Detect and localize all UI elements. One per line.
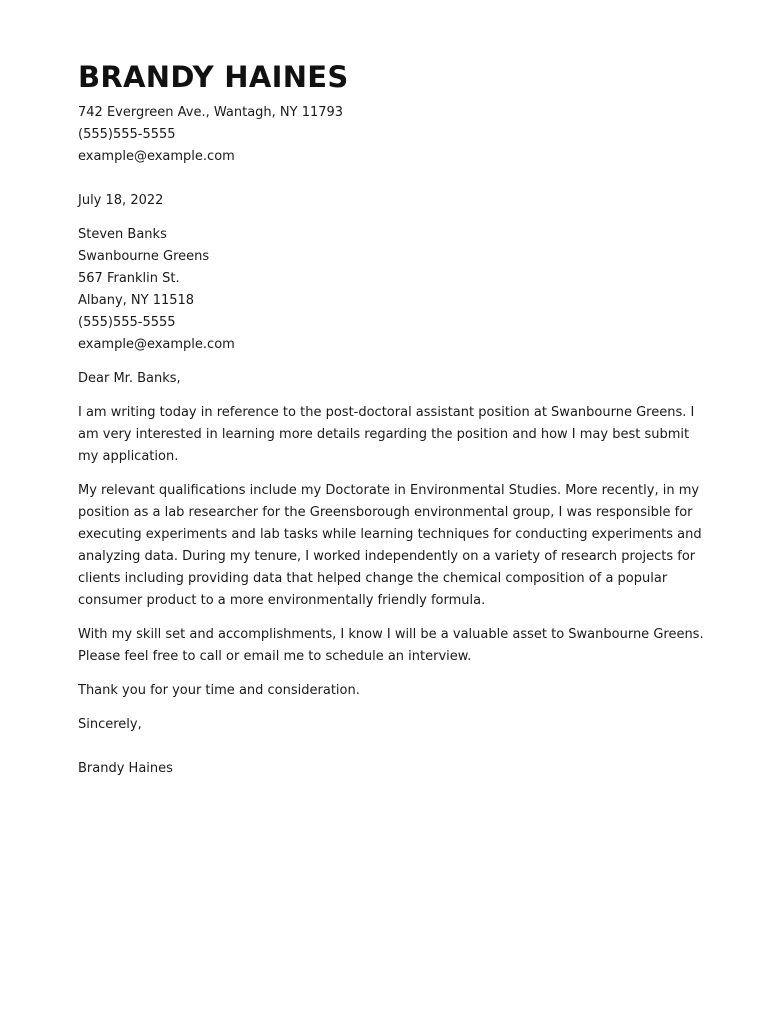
recipient-block xyxy=(78,224,708,356)
sender-address: 742 Evergreen Ave., Wantagh, NY 11793 xyxy=(78,105,344,120)
cover-letter xyxy=(78,58,708,780)
sender-email: example@example.com xyxy=(78,149,235,164)
recipient-email: example@example.com xyxy=(78,337,235,352)
closing-block xyxy=(78,714,708,736)
recipient-phone: (555)555-5555 xyxy=(78,315,176,330)
letter-date: July 18, 2022 xyxy=(78,193,164,208)
body-paragraph: My relevant qualifications include my Doctorate in Environmental Studies. More recently, in my position as a lab researcher for the Greensborough environmental group, I was responsible for executing experiments and lab tasks while learning techniques for conducting experiments and analyzing data. During my tenure, I worked independently on a variety of research projects for clients including providing data that helped change the chemical composition of a popular consumer product to a more environmentally friendly formula. xyxy=(78,483,702,608)
signature-name: Brandy Haines xyxy=(78,761,173,776)
closing: Sincerely, xyxy=(78,717,142,732)
letter-date-block xyxy=(78,190,708,212)
recipient-city: Albany, NY 11518 xyxy=(78,293,195,308)
salutation-block xyxy=(78,368,708,390)
sender-phone: (555)555-5555 xyxy=(78,127,176,142)
body-paragraph: With my skill set and accomplishments, I know I will be a valuable asset to Swanbourne Greens. Please feel free to call or email me to schedule an interview. xyxy=(78,627,704,664)
sender-name: BRANDY HAINES xyxy=(78,60,349,94)
signature-block xyxy=(78,758,708,780)
salutation: Dear Mr. Banks, xyxy=(78,371,181,386)
recipient-name: Steven Banks xyxy=(78,227,167,242)
body-paragraph: I am writing today in reference to the post-doctoral assistant position at Swanbourne Greens. I am very interested in learning more details regarding the position and how I may best submit my application. xyxy=(78,405,695,464)
letter-body xyxy=(78,402,708,702)
recipient-street: 567 Franklin St. xyxy=(78,271,180,286)
sender-contact xyxy=(78,102,708,168)
recipient-company: Swanbourne Greens xyxy=(78,249,210,264)
body-paragraph: Thank you for your time and consideration. xyxy=(78,683,360,698)
